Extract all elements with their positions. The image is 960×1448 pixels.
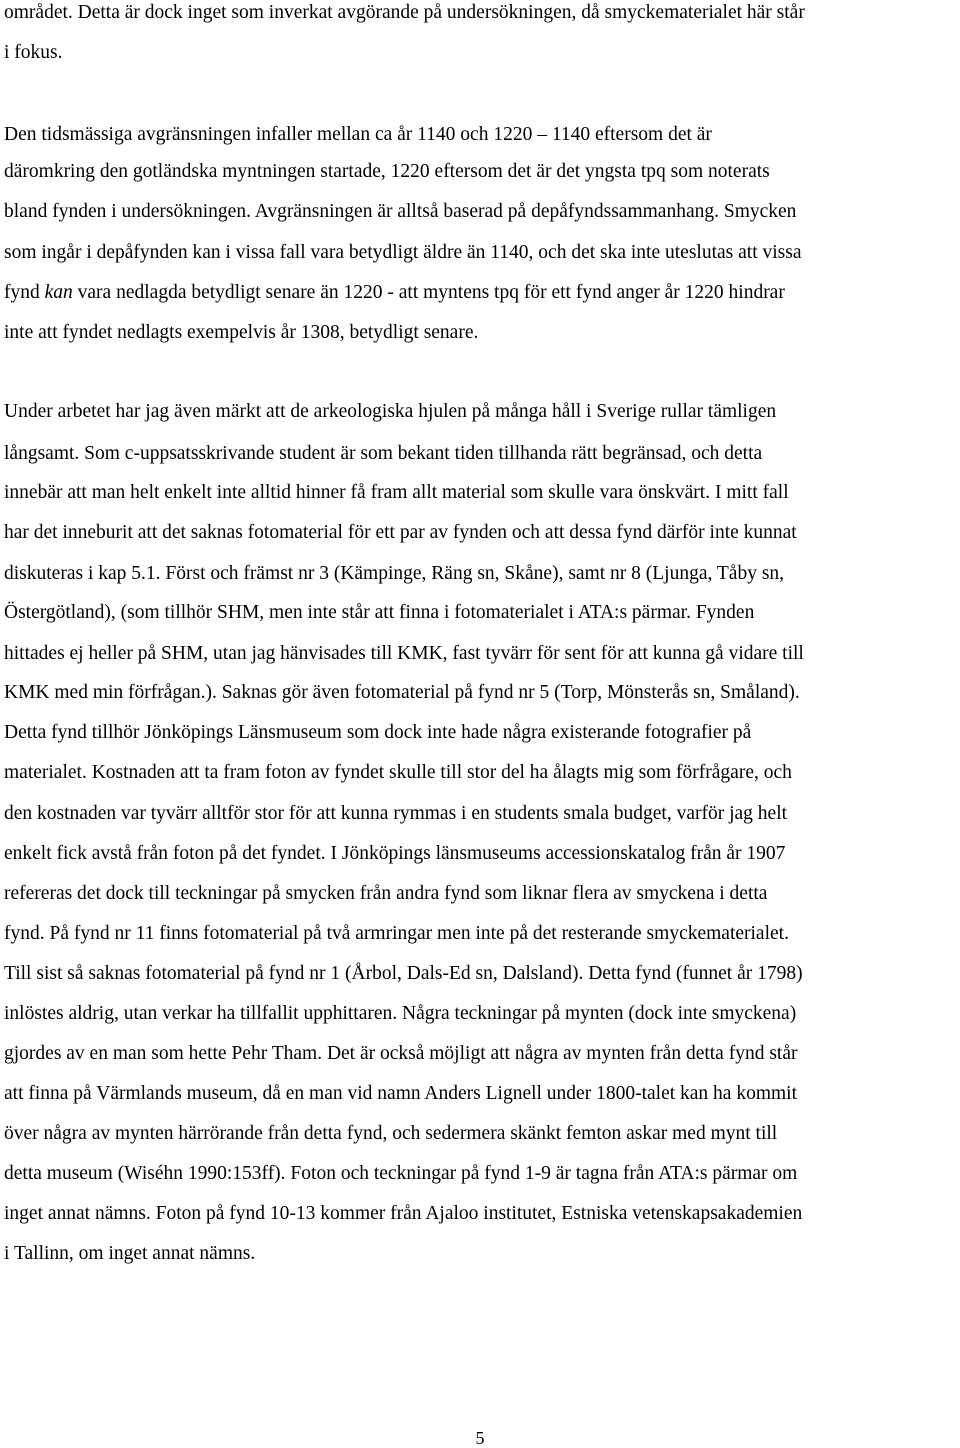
paragraph-2-line-4: som ingår i depåfynden kan i vissa fall vara betydligt äldre än 1140, och det ska inte uteslutas att vissa xyxy=(4,242,802,263)
paragraph-3-line-17: gjordes av en man som hette Pehr Tham. Det är också möjligt att några av mynten från detta fynd står xyxy=(4,1043,798,1064)
paragraph-1-line-2: i fokus. xyxy=(4,42,63,63)
paragraph-3-line-6: Östergötland), (som tillhör SHM, men inte står att finna i fotomaterialet i ATA:s pärmar. Fynden xyxy=(4,602,755,623)
paragraph-3-line-13: refereras det dock till teckningar på smycken från andra fynd som liknar flera av smyckena i detta xyxy=(4,883,768,904)
line-5-pre: fynd xyxy=(4,282,45,303)
paragraph-3-line-18: att finna på Värmlands museum, då en man vid namn Anders Lignell under 1800-talet kan ha kommit xyxy=(4,1083,797,1104)
paragraph-2-line-6: inte att fyndet nedlagts exempelvis år 1308, betydligt senare. xyxy=(4,322,479,343)
line-5-post: vara nedlagda betydligt senare än 1220 - att myntens tpq för ett fynd anger år 1220 hindrar xyxy=(72,282,785,303)
paragraph-3-line-12: enkelt fick avstå från foton på det fyndet. I Jönköpings länsmuseums accessionskatalog från år 1907 xyxy=(4,843,786,864)
emphasized-word: kan xyxy=(44,282,73,303)
paragraph-2-line-3: bland fynden i undersökningen. Avgränsningen är alltså baserad på depåfyndssammanhang. Smycken xyxy=(4,201,797,222)
paragraph-3-line-21: inget annat nämns. Foton på fynd 10-13 kommer från Ajaloo institutet, Estniska vetenskapsakademien xyxy=(4,1203,803,1224)
paragraph-2-line-5 xyxy=(4,281,785,305)
paragraph-3-line-5: diskuteras i kap 5.1. Först och främst nr 3 (Kämpinge, Räng sn, Skåne), samt nr 8 (Ljunga, Tåby sn, xyxy=(4,563,785,584)
paragraph-3-line-16: inlöstes aldrig, utan verkar ha tillfallit upphittaren. Några teckningar på mynten (dock inte smyckena) xyxy=(4,1003,797,1024)
paragraph-3-line-1: Under arbetet har jag även märkt att de arkeologiska hjulen på många håll i Sverige rullar tämligen xyxy=(4,401,777,422)
paragraph-2-line-2: däromkring den gotländska myntningen startade, 1220 eftersom det är det yngsta tpq som noterats xyxy=(4,161,770,182)
paragraph-3-line-14: fynd. På fynd nr 11 finns fotomaterial på två armringar men inte på det resterande smyckematerialet. xyxy=(4,923,789,944)
paragraph-3-line-9: Detta fynd tillhör Jönköpings Länsmuseum som dock inte hade några existerande fotografier på xyxy=(4,722,752,743)
paragraph-3-line-2: långsamt. Som c-uppsatsskrivande student är som bekant tiden tillhanda rätt begränsad, och detta xyxy=(4,443,763,464)
paragraph-1-line-1: området. Detta är dock inget som inverkat avgörande på undersökningen, då smyckematerialet här står xyxy=(4,2,805,23)
paragraph-2-line-1: Den tidsmässiga avgränsningen infaller mellan ca år 1140 och 1220 – 1140 eftersom det är xyxy=(4,124,712,145)
paragraph-3-line-11: den kostnaden var tyvärr alltför stor för att kunna rymmas i en students smala budget, varför jag helt xyxy=(4,803,788,824)
paragraph-3-line-15: Till sist så saknas fotomaterial på fynd nr 1 (Årbol, Dals-Ed sn, Dalsland). Detta fynd (funnet år 1798) xyxy=(4,963,803,984)
paragraph-3-line-22: i Tallinn, om inget annat nämns. xyxy=(4,1243,256,1264)
paragraph-3-line-7: hittades ej heller på SHM, utan jag hänvisades till KMK, fast tyvärr för sent för att kunna gå vidare till xyxy=(4,643,804,664)
paragraph-3-line-4: har det inneburit att det saknas fotomaterial för ett par av fynden och att dessa fynd därför inte kunnat xyxy=(4,522,797,543)
paragraph-3-line-20: detta museum (Wiséhn 1990:153ff). Foton och teckningar på fynd 1-9 är tagna från ATA:s pärmar om xyxy=(4,1163,798,1184)
paragraph-3-line-19: över några av mynten härrörande från detta fynd, och sedermera skänkt femton askar med mynt till xyxy=(4,1123,778,1144)
paragraph-3-line-10: materialet. Kostnaden att ta fram foton av fyndet skulle till stor del ha ålagts mig som förfrågare, och xyxy=(4,762,792,783)
paragraph-3-line-8: KMK med min förfrågan.). Saknas gör även fotomaterial på fynd nr 5 (Torp, Mönsterås sn, Småland). xyxy=(4,682,800,703)
page-number: 5 xyxy=(475,1428,485,1448)
paragraph-3-line-3: innebär att man helt enkelt inte alltid hinner få fram allt material som skulle vara önskvärt. I mitt fall xyxy=(4,482,789,503)
